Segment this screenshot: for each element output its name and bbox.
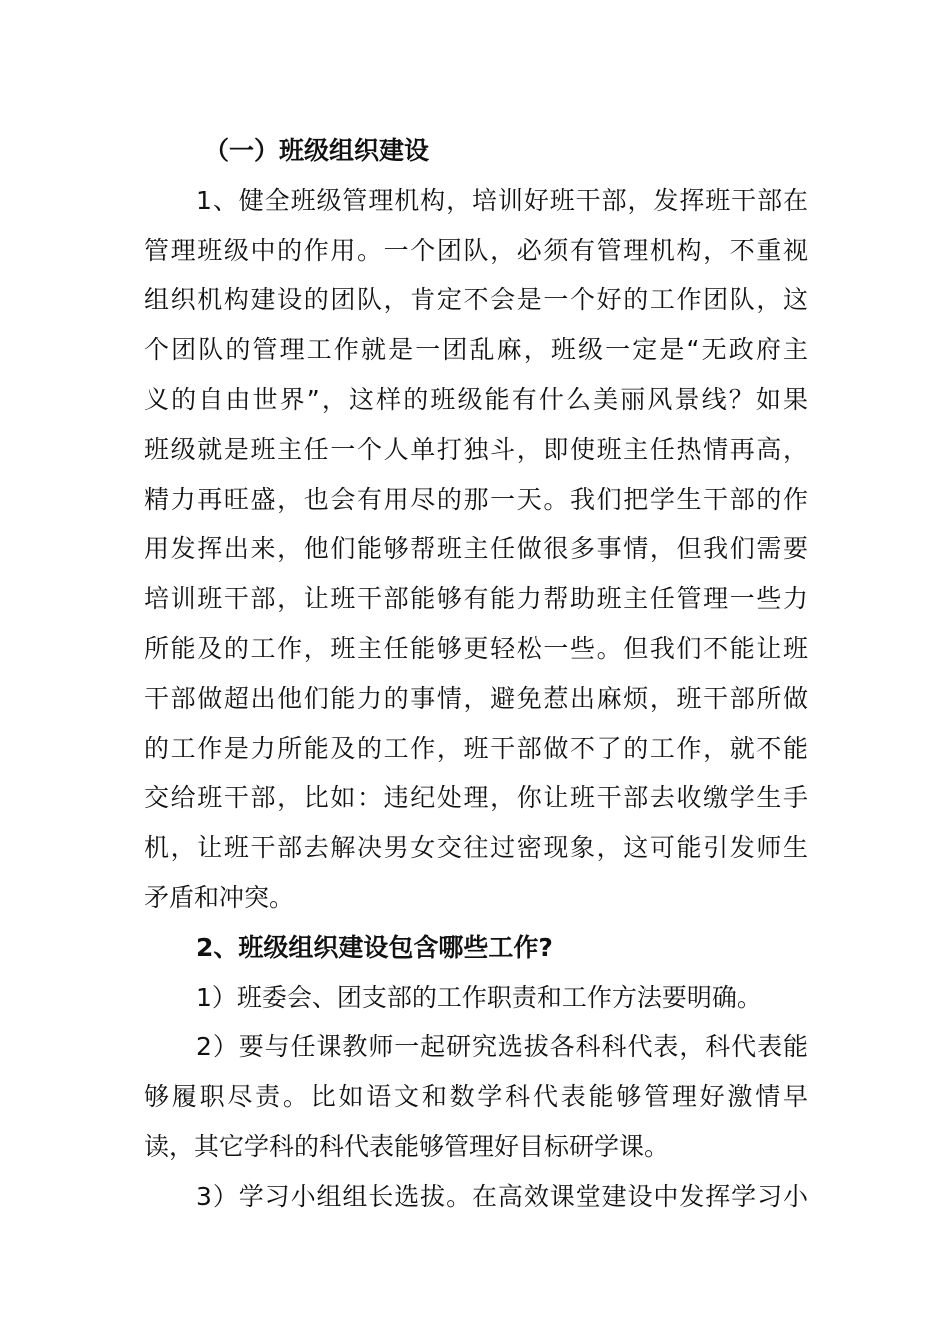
- text-line: 的工作是力所能及的工作，班干部做不了的工作，就不能: [144, 733, 808, 763]
- text-line: 个团队的管理工作就是一团乱麻，班级一定是“无政府主: [144, 335, 808, 365]
- text-line: 机，让班干部去解决男女交往过密现象，这可能引发师生: [144, 833, 808, 863]
- text-line: 交给班干部，比如：违纪处理，你让班干部去收缴学生手: [144, 783, 808, 813]
- text-line: 读，其它学科的科代表能够管理好目标研学课。: [144, 1131, 670, 1161]
- text-line: 所能及的工作，班主任能够更轻松一些。但我们不能让班: [144, 633, 808, 663]
- text-line: 班级就是班主任一个人单打独斗，即使班主任热情再高，: [144, 434, 808, 464]
- text-line: 组织机构建设的团队，肯定不会是一个好的工作团队，这: [144, 285, 808, 315]
- text-line: 义的自由世界”，这样的班级能有什么美丽风景线？如果: [144, 384, 808, 414]
- paragraph-1: [144, 176, 808, 923]
- text-line: 1）班委会、团支部的工作职责和工作方法要明确。: [196, 982, 762, 1012]
- text-line: 用发挥出来，他们能够帮班主任做很多事情，但我们需要: [144, 534, 808, 564]
- text-line: 干部做超出他们能力的事情，避免惹出麻烦，班干部所做: [144, 683, 808, 713]
- list-item-1: [144, 973, 808, 1023]
- document-body: [144, 126, 808, 1222]
- text-line: 2）要与任课教师一起研究选拔各科科代表，科代表能: [196, 1032, 808, 1062]
- text-line: 培训班干部，让班干部能够有能力帮助班主任管理一些力: [144, 584, 808, 614]
- text-line: 管理班级中的作用。一个团队，必须有管理机构，不重视: [144, 235, 808, 265]
- subheading-2: 2、班级组织建设包含哪些工作?: [196, 932, 553, 962]
- text-line: 够履职尽责。比如语文和数学科代表能够管理好激情早: [144, 1082, 808, 1112]
- text-line: 1、健全班级管理机构，培训好班干部，发挥班干部在: [196, 185, 808, 215]
- section-heading: （一）班级组织建设: [204, 136, 430, 165]
- text-line: 精力再旺盛，也会有用尽的那一天。我们把学生干部的作: [144, 484, 808, 514]
- list-item-3: [144, 1172, 808, 1222]
- text-line: 矛盾和冲突。: [144, 882, 295, 912]
- text-line: 3）学习小组组长选拔。在高效课堂建设中发挥学习小: [196, 1181, 808, 1211]
- list-item-2: [144, 1022, 808, 1171]
